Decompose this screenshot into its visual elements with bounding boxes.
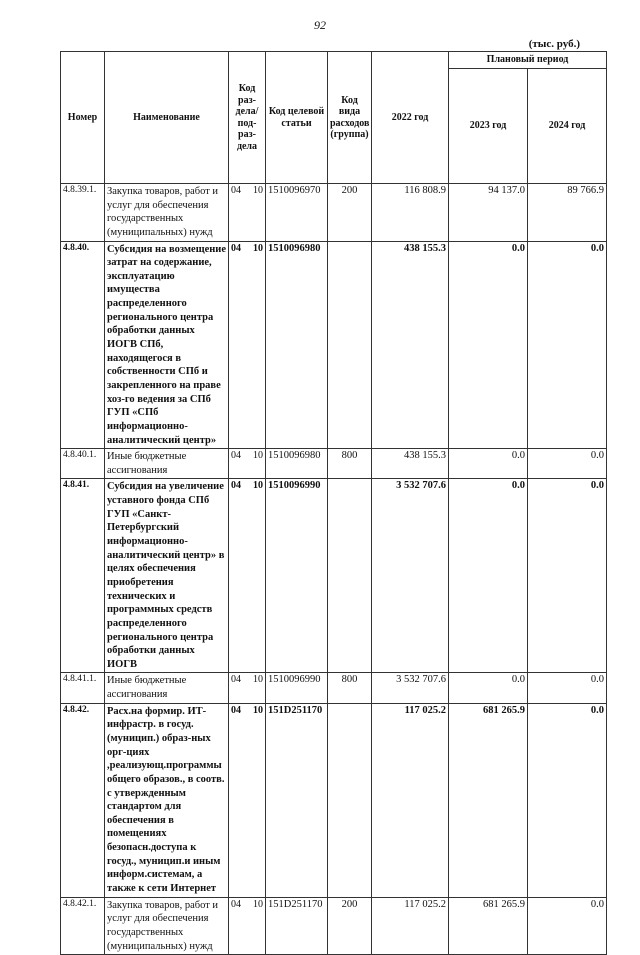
row-2023: 0.0 bbox=[449, 449, 528, 479]
row-name: Субсидия на возмещение затрат на содержание, эксплуатацию имущества распределенного регионального центра обработки данных ИОГВ СПб, находящегося в собственности СПб и закрепленного на праве хоз-го ведения за СПб ГУП «СПб информационно-аналитический центр» bbox=[105, 241, 229, 449]
row-2024: 0.0 bbox=[528, 673, 607, 703]
row-pr: 10 bbox=[253, 674, 263, 686]
row-rz: 04 bbox=[231, 480, 241, 492]
row-csr: 1510096990 bbox=[266, 479, 328, 673]
row-rz: 04 bbox=[231, 704, 241, 716]
row-pr: 10 bbox=[253, 242, 263, 254]
header-2022: 2022 год bbox=[372, 52, 449, 184]
row-number: 4.8.40.1. bbox=[61, 449, 105, 479]
row-csr: 1510096980 bbox=[266, 241, 328, 449]
table-row bbox=[61, 673, 607, 703]
header-2023: 2023 год bbox=[449, 69, 528, 184]
header-name: Наименование bbox=[105, 52, 229, 184]
row-number: 4.8.42.1. bbox=[61, 897, 105, 955]
header-csr: Код целевой статьи bbox=[266, 52, 328, 184]
row-2023: 681 265.9 bbox=[449, 703, 528, 897]
units-label: (тыс. руб.) bbox=[528, 38, 580, 50]
row-csr: 1510096990 bbox=[266, 673, 328, 703]
row-2024: 89 766.9 bbox=[528, 184, 607, 242]
row-number: 4.8.39.1. bbox=[61, 184, 105, 242]
table-row bbox=[61, 479, 607, 673]
row-2023: 94 137.0 bbox=[449, 184, 528, 242]
row-2022: 117 025.2 bbox=[372, 703, 449, 897]
table-row bbox=[61, 449, 607, 479]
row-2022: 116 808.9 bbox=[372, 184, 449, 242]
page-number: 92 bbox=[314, 18, 326, 32]
header-vr: Код вида расходов (группа) bbox=[328, 52, 372, 184]
row-csr: 151D251170 bbox=[266, 703, 328, 897]
row-razdel bbox=[229, 703, 266, 897]
row-name: Иные бюджетные ассигнования bbox=[105, 449, 229, 479]
row-pr: 10 bbox=[253, 185, 263, 196]
row-vr bbox=[328, 479, 372, 673]
budget-table bbox=[60, 51, 607, 955]
row-vr: 800 bbox=[328, 449, 372, 479]
row-razdel bbox=[229, 449, 266, 479]
row-pr: 10 bbox=[253, 480, 263, 492]
row-razdel bbox=[229, 479, 266, 673]
row-2023: 0.0 bbox=[449, 241, 528, 449]
row-rz: 04 bbox=[231, 898, 241, 910]
row-csr: 1510096970 bbox=[266, 184, 328, 242]
row-pr: 10 bbox=[253, 450, 263, 462]
header-razdel: Код раз- дела/ под- раз- дела bbox=[229, 52, 266, 184]
row-vr: 200 bbox=[328, 184, 372, 242]
row-2023: 0.0 bbox=[449, 479, 528, 673]
table-row bbox=[61, 184, 607, 242]
row-2022: 438 155.3 bbox=[372, 241, 449, 449]
header-plan-period: Плановый период bbox=[449, 52, 607, 69]
row-2023: 0.0 bbox=[449, 673, 528, 703]
row-2022: 3 532 707.6 bbox=[372, 673, 449, 703]
row-2022: 438 155.3 bbox=[372, 449, 449, 479]
row-name: Субсидия на увеличение уставного фонда СПб ГУП «Санкт-Петербургский информационно-аналитический центр» в целях обеспечения приобретения технических и программных средств распределенного регионального центра обработки данных ИОГВ bbox=[105, 479, 229, 673]
row-razdel bbox=[229, 184, 266, 242]
row-rz: 04 bbox=[231, 185, 241, 196]
row-2024: 0.0 bbox=[528, 449, 607, 479]
row-pr: 10 bbox=[253, 704, 263, 716]
row-number: 4.8.41.1. bbox=[61, 673, 105, 703]
row-2022: 3 532 707.6 bbox=[372, 479, 449, 673]
row-rz: 04 bbox=[231, 242, 241, 254]
row-vr: 800 bbox=[328, 673, 372, 703]
table-row bbox=[61, 241, 607, 449]
row-vr bbox=[328, 241, 372, 449]
row-razdel bbox=[229, 897, 266, 955]
row-2024: 0.0 bbox=[528, 897, 607, 955]
row-2024: 0.0 bbox=[528, 703, 607, 897]
table-row bbox=[61, 703, 607, 897]
row-name: Закупка товаров, работ и услуг для обеспечения государственных (муниципальных) нужд bbox=[105, 897, 229, 955]
row-razdel bbox=[229, 241, 266, 449]
row-vr bbox=[328, 703, 372, 897]
row-rz: 04 bbox=[231, 450, 241, 462]
row-name: Закупка товаров, работ и услуг для обеспечения государственных (муниципальных) нужд bbox=[105, 184, 229, 242]
row-vr: 200 bbox=[328, 897, 372, 955]
row-number: 4.8.42. bbox=[61, 703, 105, 897]
row-2022: 117 025.2 bbox=[372, 897, 449, 955]
row-2024: 0.0 bbox=[528, 241, 607, 449]
table-row bbox=[61, 897, 607, 955]
row-razdel bbox=[229, 673, 266, 703]
row-csr: 151D251170 bbox=[266, 897, 328, 955]
row-2023: 681 265.9 bbox=[449, 897, 528, 955]
row-name: Расх.на формир. ИТ-инфрастр. в госуд. (муницип.) образ-ных орг-циях ,реализующ.программы общего образов., в соотв. с утвержденным стандартом для обеспечения в помещениях безопасн.доступа к госуд., муницип.и иным информ.системам, а также к сети Интернет bbox=[105, 703, 229, 897]
row-2024: 0.0 bbox=[528, 479, 607, 673]
row-number: 4.8.41. bbox=[61, 479, 105, 673]
header-number: Номер bbox=[61, 52, 105, 184]
row-number: 4.8.40. bbox=[61, 241, 105, 449]
row-name: Иные бюджетные ассигнования bbox=[105, 673, 229, 703]
header-2024: 2024 год bbox=[528, 69, 607, 184]
row-rz: 04 bbox=[231, 674, 241, 686]
row-csr: 1510096980 bbox=[266, 449, 328, 479]
row-pr: 10 bbox=[253, 898, 263, 910]
